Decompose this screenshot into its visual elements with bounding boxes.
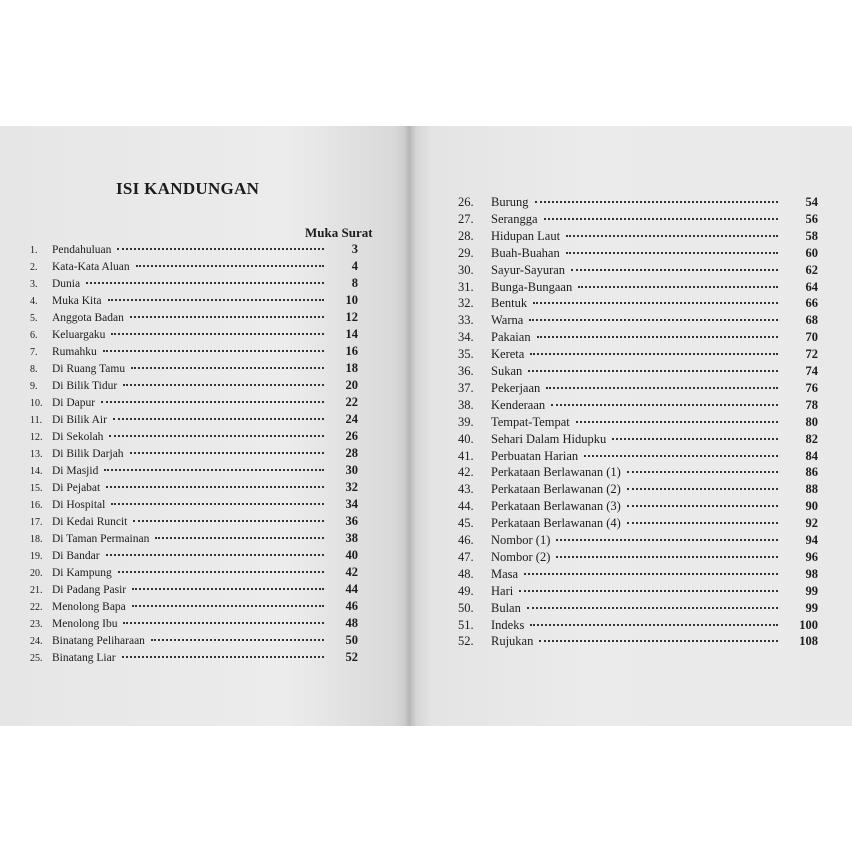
entry-number: 21. [30,585,43,596]
entry-title: Di Pejabat [52,482,101,494]
dot-leader [533,302,778,304]
entry-number: 33. [458,313,474,328]
toc-entry [30,649,358,666]
entry-title: Di Bandar [52,550,100,562]
toc-entry [30,547,358,564]
entry-page-number: 50 [345,633,358,647]
dot-leader [530,353,778,355]
toc-entry [458,431,818,448]
entry-number: 10. [30,398,43,409]
entry-number: 31. [458,279,474,294]
entry-title: Rujukan [491,634,534,649]
entry-title: Perkataan Berlawanan (4) [491,516,621,531]
entry-title: Sukan [491,364,523,378]
entry-title: Binatang Liar [52,652,116,664]
entry-title: Nombor (2) [491,549,551,564]
entry-page-number: 88 [805,482,818,497]
dot-leader [537,336,778,338]
toc-entry [458,312,818,329]
entry-page-number: 78 [805,397,818,412]
entry-number: 7. [30,347,38,358]
entry-title: Masa [491,566,519,581]
entry-number: 32. [458,296,474,311]
entry-number: 4. [30,296,38,307]
entry-number: 45. [458,516,474,531]
entry-title: Warna [491,313,524,328]
toc-entry [458,363,818,380]
dot-leader [544,218,778,220]
entry-title: Binatang Peliharaan [52,635,145,647]
dot-leader [133,520,324,522]
entry-title: Nombor (1) [491,533,551,547]
entry-number: 38. [458,397,474,412]
toc-entry [30,598,358,615]
entry-page-number: 99 [805,583,818,598]
entry-page-number: 68 [805,313,818,328]
entry-number: 27. [458,211,474,226]
entry-number: 17. [30,517,43,528]
dot-leader [151,639,324,641]
dot-leader [539,640,778,642]
toc-entry [30,632,358,649]
toc-entry [30,496,358,513]
entry-title: Tempat-Tempat [491,414,570,429]
entry-number: 42. [458,465,474,480]
entry-page-number: 38 [345,531,358,545]
toc-entry [458,245,818,262]
entry-page-number: 56 [805,211,818,226]
entry-number: 50. [458,600,474,615]
dot-leader [566,252,778,254]
entry-page-number: 22 [345,395,358,409]
toc-entry [458,600,818,617]
entry-title: Dunia [52,278,81,290]
entry-number: 19. [30,551,43,562]
entry-page-number: 20 [345,378,358,392]
entry-page-number: 84 [805,448,818,463]
entry-page-number: 66 [805,296,818,311]
dot-leader [117,248,324,250]
toc-entry [458,448,818,465]
entry-number: 14. [30,466,43,477]
entry-page-number: 42 [345,565,358,579]
entry-title: Di Kedai Runcit [52,516,128,528]
entry-page-number: 90 [805,499,818,514]
dot-leader [556,556,778,558]
entry-number: 15. [30,483,43,494]
toc-entry [30,394,358,411]
dot-leader [528,370,778,372]
left-page [0,126,410,726]
entry-page-number: 46 [345,599,358,613]
dot-leader [556,539,778,541]
dot-leader [584,455,778,457]
entry-title: Perkataan Berlawanan (3) [491,499,621,514]
entry-title: Muka Kita [52,295,102,307]
entry-title: Pekerjaan [491,380,541,395]
dot-leader [524,573,778,575]
entry-title: Perkataan Berlawanan (2) [491,482,621,497]
toc-entry [30,360,358,377]
entry-number: 22. [30,602,43,613]
entry-page-number: 18 [345,361,358,375]
toc-entry [458,380,818,397]
toc-entry [458,279,818,296]
dot-leader [104,469,324,471]
entry-page-number: 40 [345,548,358,562]
dot-leader [546,387,778,389]
entry-title: Di Bilik Air [52,414,107,426]
dot-leader [527,607,778,609]
dot-leader [123,384,324,386]
entry-number: 12. [30,432,43,443]
toc-entry [30,615,358,632]
entry-title: Di Taman Permainan [52,533,150,545]
entry-page-number: 86 [805,465,818,480]
toc-entry [30,445,358,462]
entry-number: 52. [458,634,474,649]
page-number-column-header: Muka Surat [305,225,373,240]
entry-title: Burung [491,195,529,209]
dot-leader [130,452,324,454]
entry-page-number: 28 [345,446,358,460]
entry-number: 13. [30,449,43,460]
entry-title: Di Padang Pasir [52,584,127,596]
entry-number: 51. [458,617,474,632]
entry-number: 6. [30,330,38,341]
entry-page-number: 52 [345,650,358,664]
entry-title: Menolong Ibu [52,618,118,630]
entry-page-number: 16 [345,344,358,358]
toc-entry [30,411,358,428]
entry-number: 34. [458,330,474,345]
entry-title: Kata-Kata Aluan [52,261,130,273]
toc-entry [30,258,358,275]
dot-leader [106,486,324,488]
toc-entry [458,549,818,566]
dot-leader [612,438,778,440]
entry-number: 5. [30,313,38,324]
entry-number: 23. [30,619,43,630]
entry-page-number: 76 [805,380,818,395]
entry-page-number: 44 [345,582,358,596]
toc-entry [30,428,358,445]
dot-leader [627,505,778,507]
entry-number: 1. [30,245,38,256]
toc-entry [30,479,358,496]
entry-title: Sehari Dalam Hidupku [491,431,607,446]
dot-leader [108,299,324,301]
toc-entry [458,532,818,549]
entry-page-number: 32 [345,480,358,494]
right-page [410,126,852,726]
toc-entry [458,583,818,600]
entry-number: 30. [458,262,474,277]
entry-title: Kenderaan [491,397,546,412]
entry-page-number: 70 [805,330,818,345]
dot-leader [566,235,778,237]
toc-entry [30,343,358,360]
dot-leader [111,333,324,335]
dot-leader [576,421,778,423]
entry-page-number: 62 [805,262,818,277]
entry-page-number: 98 [805,566,818,581]
toc-entry [458,498,818,515]
entry-number: 29. [458,245,474,260]
entry-title: Anggota Badan [52,312,124,324]
dot-leader [113,418,324,420]
entry-number: 20. [30,568,43,579]
dot-leader [529,319,778,321]
entry-number: 2. [30,262,38,273]
dot-leader [551,404,778,406]
entry-title: Di Sekolah [52,431,104,443]
entry-title: Keluargaku [52,329,106,341]
entry-title: Rumahku [52,346,97,358]
toc-entry [458,481,818,498]
entry-page-number: 14 [345,327,358,341]
toc-entry [30,309,358,326]
entry-page-number: 72 [805,347,818,362]
entry-page-number: 108 [799,634,818,649]
entry-title: Perbuatan Harian [491,448,579,463]
entry-page-number: 92 [805,516,818,531]
entry-page-number: 12 [345,310,358,324]
entry-title: Di Masjid [52,465,99,477]
entry-number: 44. [458,499,474,514]
entry-number: 36. [458,364,474,378]
dot-leader [111,503,324,505]
entry-title: Di Kampung [52,567,112,579]
toc-entry [458,228,818,245]
entry-page-number: 64 [805,279,818,294]
toc-entry [30,275,358,292]
entry-number: 46. [458,533,474,547]
entry-number: 28. [458,228,474,243]
book-gutter [404,126,416,726]
entry-number: 26. [458,195,474,209]
entry-page-number: 54 [805,195,818,209]
toc-entry [458,295,818,312]
toc-entry [30,462,358,479]
dot-leader [132,588,324,590]
toc-entry [30,513,358,530]
entry-page-number: 82 [805,431,818,446]
entry-title: Perkataan Berlawanan (1) [491,465,621,480]
toc-entry [458,515,818,532]
entry-page-number: 94 [805,533,818,547]
entry-title: Di Ruang Tamu [52,363,126,375]
entry-number: 40. [458,431,474,446]
entry-page-number: 99 [805,600,818,615]
entry-number: 37. [458,380,474,395]
toc-entry [30,326,358,343]
entry-number: 35. [458,347,474,362]
dot-leader [136,265,324,267]
toc-entry [458,329,818,346]
toc-entry [30,292,358,309]
entry-title: Pendahuluan [52,244,112,256]
dot-leader [132,605,324,607]
entry-number: 3. [30,279,38,290]
toc-entry [458,566,818,583]
toc-entry [458,194,818,211]
entry-page-number: 10 [345,293,358,307]
entry-page-number: 26 [345,429,358,443]
entry-page-number: 30 [345,463,358,477]
dot-leader [86,282,324,284]
entry-number: 47. [458,549,474,564]
entry-title: Indeks [491,617,525,632]
entry-page-number: 36 [345,514,358,528]
dot-leader [627,522,778,524]
dot-leader [627,488,778,490]
toc-entry [458,464,818,481]
dot-leader [519,590,778,592]
entry-title: Sayur-Sayuran [491,262,566,277]
entry-title: Menolong Bapa [52,601,126,613]
dot-leader [155,537,324,539]
entry-title: Di Bilik Darjah [52,448,124,460]
entry-title: Di Bilik Tidur [52,380,118,392]
dot-leader [123,622,324,624]
entry-number: 16. [30,500,43,511]
entry-number: 8. [30,364,38,375]
dot-leader [571,269,778,271]
entry-title: Di Hospital [52,499,106,511]
entry-title: Di Dapur [52,397,96,409]
toc-entry [458,414,818,431]
entry-title: Bulan [491,600,521,615]
toc-entry [458,262,818,279]
entry-page-number: 96 [805,549,818,564]
entry-title: Hidupan Laut [491,228,561,243]
dot-leader [530,624,778,626]
toc-entry [458,633,818,650]
dot-leader [118,571,324,573]
dot-leader [122,656,324,658]
entry-page-number: 34 [345,497,358,511]
entry-title: Kereta [491,347,525,362]
dot-leader [130,316,324,318]
toc-entry [30,241,358,258]
entry-title: Serangga [491,211,538,226]
entry-title: Hari [491,583,514,598]
entry-number: 39. [458,414,474,429]
entry-number: 24. [30,636,43,647]
toc-entry [458,346,818,363]
toc-entry [458,211,818,228]
entry-title: Bentuk [491,296,528,311]
contents-title: ISI KANDUNGAN [116,179,260,198]
entry-number: 49. [458,583,474,598]
entry-page-number: 80 [805,414,818,429]
entry-page-number: 60 [805,245,818,260]
entry-page-number: 100 [799,617,818,632]
dot-leader [535,201,779,203]
dot-leader [578,286,778,288]
entry-number: 25. [30,653,43,664]
toc-entry [458,397,818,414]
entry-page-number: 4 [351,259,358,273]
entry-page-number: 3 [351,242,358,256]
entry-page-number: 48 [345,616,358,630]
dot-leader [101,401,324,403]
entry-number: 11. [30,415,43,426]
dot-leader [106,554,324,556]
entry-title: Pakaian [491,330,531,345]
entry-number: 9. [30,381,38,392]
dot-leader [131,367,324,369]
entry-number: 48. [458,566,474,581]
entry-page-number: 74 [805,364,818,378]
dot-leader [109,435,324,437]
entry-number: 41. [458,448,474,463]
entry-title: Bunga-Bungaan [491,279,573,294]
entry-number: 18. [30,534,43,545]
toc-entry [30,530,358,547]
dot-leader [103,350,324,352]
entry-page-number: 58 [805,228,818,243]
entry-number: 43. [458,482,474,497]
toc-entry [30,377,358,394]
toc-entry [30,564,358,581]
entry-page-number: 24 [345,412,358,426]
toc-entry [458,617,818,634]
dot-leader [627,471,778,473]
entry-page-number: 8 [351,276,358,290]
entry-title: Buah-Buahan [491,245,560,260]
toc-entry [30,581,358,598]
